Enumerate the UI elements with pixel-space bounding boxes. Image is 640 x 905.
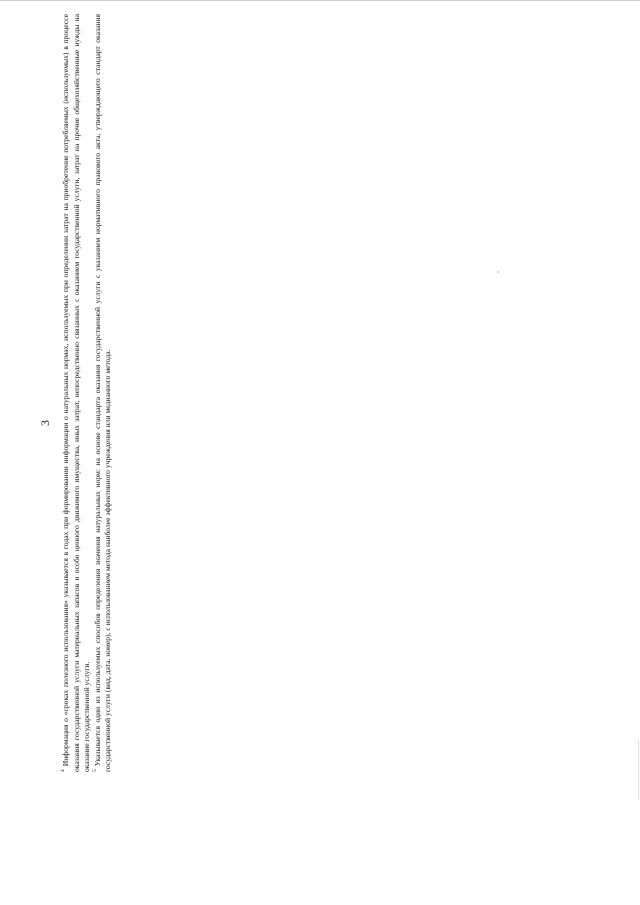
footnote-marker: 5 xyxy=(92,769,99,772)
footnote-text: Указывается один из используемых способов определения значения натуральных норм: на основе стандарта оказания государственной услуги с указанием нормативного правового акта, утверждающего стандарт оказания государственной услуги (вид, дата, номер), с использованием метода наиболее эффективного учреждения или медианного метода. xyxy=(92,14,113,772)
scan-edge-mark xyxy=(638,740,639,800)
page-top-edge xyxy=(0,0,640,1)
page-number: 3 xyxy=(38,420,52,426)
scan-speck xyxy=(497,271,499,273)
footnotes xyxy=(61,14,114,772)
footnote-5 xyxy=(93,14,114,772)
footnote-text: Информация о «сроках полезного использования» указывается в годах при формировании информации о натуральных нормах, используемых при определении затрат на приобретение потребляемых (используемых) в процессе оказания государственной услуги материальных запасов и особо ценного движимого имущества, иных затрат, непосредственно связанных с оказанием государственной услуги, затрат на прочие общехозяйственные нужды на оказание государственной услуги. xyxy=(61,14,92,772)
rotated-content xyxy=(4,12,124,772)
footnote-marker: 4 xyxy=(60,769,67,772)
footnote-4 xyxy=(61,14,93,772)
